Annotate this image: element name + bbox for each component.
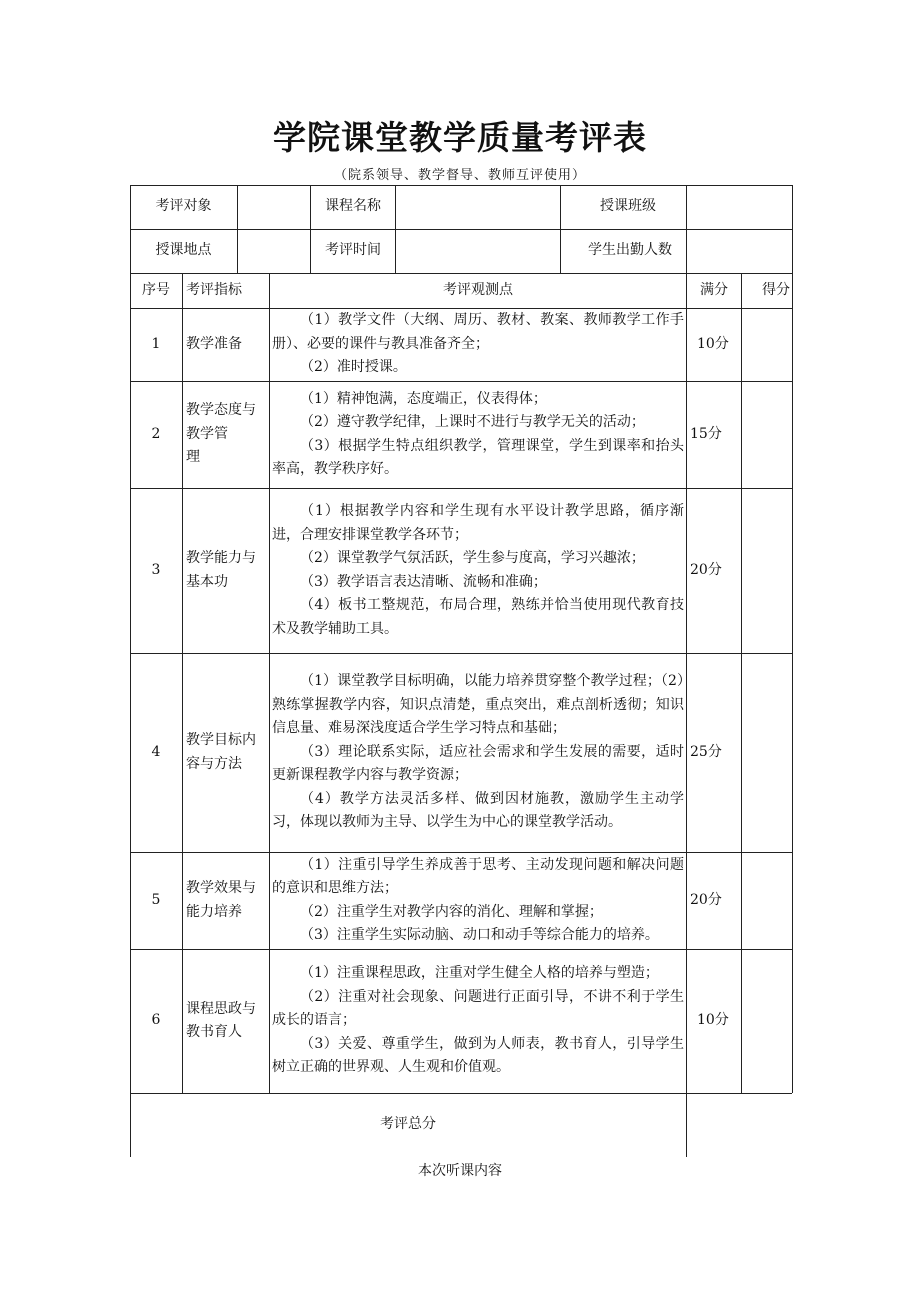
row-4-indicator: 教学目标内 容与方法 — [186, 732, 256, 772]
row-4-full-score: 25分 — [690, 743, 722, 760]
header-full-score: 满分 — [700, 281, 728, 298]
row-2-score-field[interactable] — [742, 381, 792, 488]
time-label: 考评时间 — [325, 242, 381, 259]
row-6-indicator: 课程思政与 教书育人 — [186, 1000, 256, 1040]
header-no: 序号 — [142, 281, 170, 298]
time-value-field[interactable] — [396, 229, 560, 273]
lesson-content-label: 本次听课内容 — [418, 1163, 502, 1179]
header-points: 考评观测点 — [443, 281, 513, 298]
table-border-right — [792, 185, 793, 1093]
row-2-full-score: 15分 — [690, 425, 722, 442]
row-2-points: （1）精神饱满，态度端正，仪表得体； （2）遵守教学纪律，上课时不进行与教学无关的活动； （3）根据学生特点组织教学，管理课堂，学生到课率和抬头率高，教学秩序好。 — [272, 390, 684, 477]
page-title: 学院课堂教学质量考评表 — [273, 118, 647, 157]
header-score: 得分 — [762, 281, 790, 298]
class-label: 授课班级 — [600, 198, 656, 215]
row-1-no: 1 — [151, 335, 161, 352]
row-3-points: （1）根据教学内容和学生现有水平设计教学思路，循序渐进，合理安排课堂教学各环节； （2）课堂教学气氛活跃，学生参与度高，学习兴趣浓； （3）教学语言表达清晰、流畅和准确； （4）板书工整规范，布局合理，熟练并恰当使用现代教育技术及教学辅助工具。 — [272, 503, 684, 637]
course-label: 课程名称 — [325, 198, 381, 215]
target-label: 考评对象 — [155, 198, 212, 215]
row-1-indicator: 教学准备 — [186, 335, 242, 352]
total-score-label: 考评总分 — [380, 1116, 436, 1133]
row-5-score-field[interactable] — [742, 852, 792, 949]
row-5-indicator: 教学效果与 能力培养 — [186, 880, 256, 920]
row-1-full-score: 10分 — [697, 335, 729, 352]
row-1-score-field[interactable] — [742, 308, 792, 381]
row-6-points: （1）注重课程思政，注重对学生健全人格的培养与塑造； （2）注重对社会现象、问题进行正面引导，不讲不利于学生成长的语言； （3）关爱、尊重学生，做到为人师表，教书育人，引导学生树立正确的世界观、人生观和价值观。 — [272, 965, 684, 1076]
header-indicator: 考评指标 — [186, 281, 242, 298]
total-score-field[interactable] — [687, 1093, 792, 1157]
row-6-full-score: 10分 — [697, 1012, 729, 1029]
row-3-score-field[interactable] — [742, 488, 792, 653]
row-3-no: 3 — [151, 561, 161, 578]
class-value-field[interactable] — [687, 185, 792, 229]
target-value-field[interactable] — [238, 185, 310, 229]
location-label: 授课地点 — [155, 242, 212, 259]
row-5-no: 5 — [151, 891, 161, 908]
row-3-indicator: 教学能力与 基本功 — [186, 550, 256, 590]
attendance-label: 学生出勤人数 — [588, 242, 672, 259]
row-4-score-field[interactable] — [742, 653, 792, 852]
row-3-full-score: 20分 — [690, 561, 722, 578]
location-value-field[interactable] — [238, 229, 310, 273]
row-5-points: （1）注重引导学生养成善于思考、主动发现问题和解决问题的意识和思维方法； （2）注重学生对教学内容的消化、理解和掌握； （3）注重学生实际动脑、动口和动手等综合能力的培养。 — [272, 856, 684, 943]
row-1-points: （1）教学文件（大纲、周历、教材、教案、教师教学工作手册）、必要的课件与教具准备齐全； （2）准时授课。 — [272, 312, 684, 376]
course-value-field[interactable] — [396, 185, 560, 229]
evaluation-table — [130, 185, 792, 1157]
page-subtitle: （院系领导、教学督导、教师互评使用） — [333, 168, 586, 183]
row-4-no: 4 — [151, 743, 161, 760]
row-6-score-field[interactable] — [742, 949, 792, 1093]
row-2-indicator: 教学态度与 教学管 理 — [186, 402, 256, 466]
row-2-no: 2 — [151, 425, 161, 442]
attendance-value-field[interactable] — [687, 229, 792, 273]
row-4-points: （1）课堂教学目标明确，以能力培养贯穿整个教学过程；（2）熟练掌握教学内容，知识点清楚，重点突出，难点剖析透彻；知识信息量、难易深浅度适合学生学习特点和基础； （3）理论联系实际，适应社会需求和学生发展的需要，适时更新课程教学内容与教学资源； （4）教学方法灵活多样、做到因材施教，激励学生主动学习，体现以教师为主导、以学生为中心的课堂教学活动。 — [272, 673, 684, 831]
row-6-no: 6 — [151, 1012, 161, 1029]
row-5-full-score: 20分 — [690, 891, 722, 908]
